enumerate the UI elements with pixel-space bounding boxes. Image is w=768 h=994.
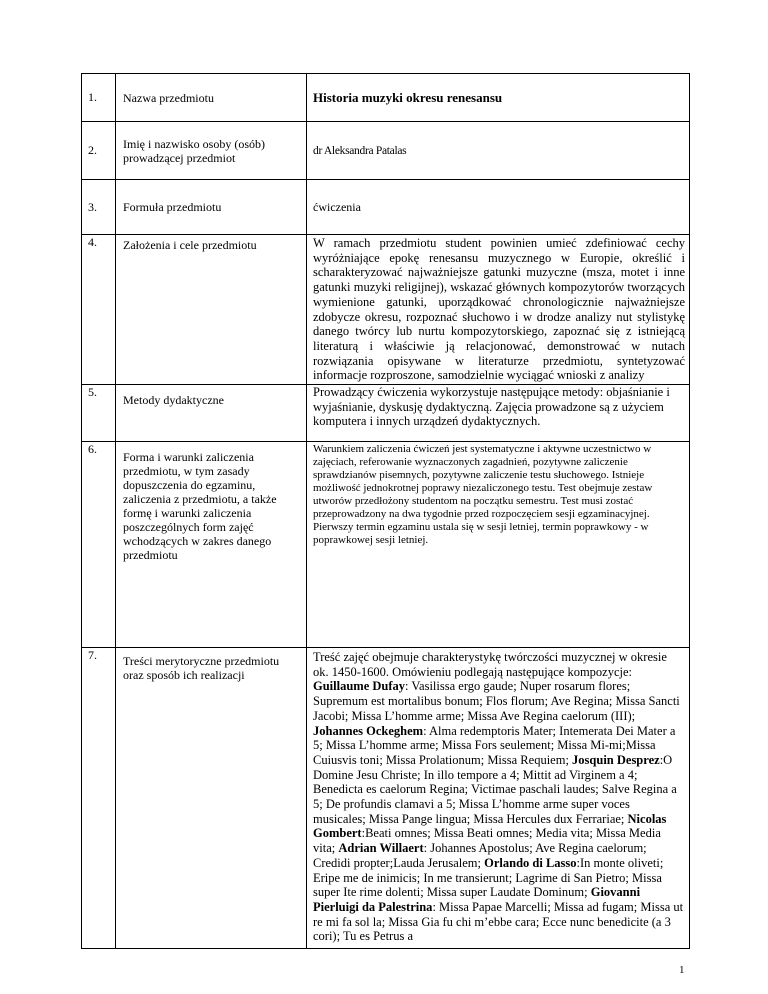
row-label: Forma i warunki zaliczenia przedmiotu, w tym zasady dopuszczenia do egzaminu, zaliczenia z przedmiotu, a także formę i warunki zaliczenia poszczególnych form zajęć wchodzących w zakres danego przedmiotu xyxy=(116,442,307,648)
instructor-name: dr Aleksandra Patalas xyxy=(307,122,690,180)
content-text: : Vasilissa ergo gaude; Nuper rosarum flores; Supremum est mortalibus bonum; Flos florum; Ave Regina; Missa Sancti Jacobi; Missa L’homme arme; Missa Ave Regina caelorum (III); xyxy=(313,679,680,723)
course-content xyxy=(307,648,690,949)
teaching-methods: Prowadzący ćwiczenia wykorzystuje następujące metody: objaśnianie i wyjaśnianie, dyskusję dydaktyczną. Zajęcia prowadzone są z użyciem komputera i innych urządzeń dydaktycznych. xyxy=(307,385,690,442)
row-number: 6. xyxy=(82,442,116,648)
content-text: Treść zajęć obejmuje charakterystykę twórczości muzycznej w okresie ok. 1450-1600. Omówieniu podlegają następujące kompozycje: xyxy=(313,650,667,679)
table-row xyxy=(82,442,690,648)
row-number: 1. xyxy=(82,74,116,122)
table-row xyxy=(82,74,690,122)
composer-name: Guillaume Dufay xyxy=(313,679,406,694)
table-row xyxy=(82,648,690,949)
course-goals: W ramach przedmiotu student powinien umieć zdefiniować cechy wyróżniające epokę renesansu muzycznego w Europie, określić i scharakteryzować najważniejsze gatunki muzyczne (msza, motet i inne gatunki muzyki religijnej), wskazać głównych kompozytorów tworzących wymienione gatunki, uporządkować chronologicznie najważniejsze zdobycze okresu, rozpoznać słuchowo i w drodze analizy nut stylistykę danego twórcy lub nurtu kompozytorskiego, zapoznać się z istniejącą literaturą i właściwie ją relacjonować, demonstrować w nutach rozwiązania opisywane w literaturze przedmiotu, syntetyzować informacje rozproszone, samodzielnie wyciągać wnioski z analizy xyxy=(307,235,690,385)
course-formula: ćwiczenia xyxy=(307,180,690,235)
composer-name: Adrian Willaert xyxy=(338,841,424,856)
course-name: Historia muzyki okresu renesansu xyxy=(307,74,690,122)
table-row xyxy=(82,122,690,180)
table-row xyxy=(82,180,690,235)
syllabus-table xyxy=(81,73,690,949)
row-label: Treści merytoryczne przedmiotu oraz sposób ich realizacji xyxy=(116,648,307,949)
row-label: Metody dydaktyczne xyxy=(116,385,307,442)
content-text: :O Domine Jesu Christe; In illo tempore a 4; Mittit ad Virginem a 4; Benedicta es caelorum Regina; Victimae paschali laudes; Salve Regina a 5; De profundis clamavi a 5; Missa L’homme arme super voces musicales; Missa Pange lingua; Missa Hercules dux Ferrariae; xyxy=(313,752,677,826)
table-row xyxy=(82,385,690,442)
assessment-conditions: Warunkiem zaliczenia ćwiczeń jest systematyczne i aktywne uczestnictwo w zajęciach, referowanie wyznaczonych zagadnień, pozytywne zaliczenie sprawdzianów pisemnych, pozytywne zaliczenie testu słuchowego. Istnieje możliwość jednokrotnej poprawy niezaliczonego testu. Test obejmuje zestaw utworów przedłożony studentom na początku semestru. Test musi zostać przeprowadzony na dwa tygodnie przed rozpoczęciem sesji egzaminacyjnej. Pierwszy termin egzaminu ustala się w sesji letniej, termin poprawkowy - w poprawkowej sesji letniej. xyxy=(307,442,690,648)
composer-name: Josquin Desprez xyxy=(572,752,660,767)
content-text: : Johannes Apostolus; Ave Regina caelorum; Credidi propter;Lauda Jerusalem; xyxy=(313,841,647,870)
row-number: 4. xyxy=(82,235,116,385)
row-label: Nazwa przedmiotu xyxy=(116,74,307,122)
table-row xyxy=(82,235,690,385)
composer-name: Nicolas Gombert xyxy=(313,811,667,841)
composer-name: Johannes Ockeghem xyxy=(313,723,424,738)
row-label: Imię i nazwisko osoby (osób) prowadzącej przedmiot xyxy=(116,122,307,180)
content-text: : Alma redemptoris Mater; Intemerata Dei Mater a 5; Missa L’homme arme; Missa Fors seulement; Missa Mi-mi;Missa Cuiusvis toni; Missa Prolationum; Missa Requiem; xyxy=(313,723,676,767)
composer-name: Giovanni Pierluigi da Palestrina xyxy=(313,885,641,914)
content-text: : Missa Papae Marcelli; Missa ad fugam; Missa ut re mi fa sol la; Missa Gia fu chi m’ebbe cara; Ecce nunc benedicite (a 3 cori); Tu es Petrus a xyxy=(313,899,684,944)
composer-name: Orlando di Lasso xyxy=(484,855,577,870)
row-number: 2. xyxy=(82,122,116,180)
content-text: :In monte oliveti; Eripe me de inimicis; In me transierunt; Lagrime di San Pietro; Missa super Ite rime dolenti; Missa super Laudate Dominum; xyxy=(313,855,664,900)
row-label: Formuła przedmiotu xyxy=(116,180,307,235)
row-number: 5. xyxy=(82,385,116,442)
row-number: 7. xyxy=(82,648,116,949)
row-label: Założenia i cele przedmiotu xyxy=(116,235,307,385)
page-number: 1 xyxy=(679,964,685,976)
content-text: :Beati omnes; Missa Beati omnes; Media vita; Missa Media vita; xyxy=(313,826,661,856)
row-number: 3. xyxy=(82,180,116,235)
